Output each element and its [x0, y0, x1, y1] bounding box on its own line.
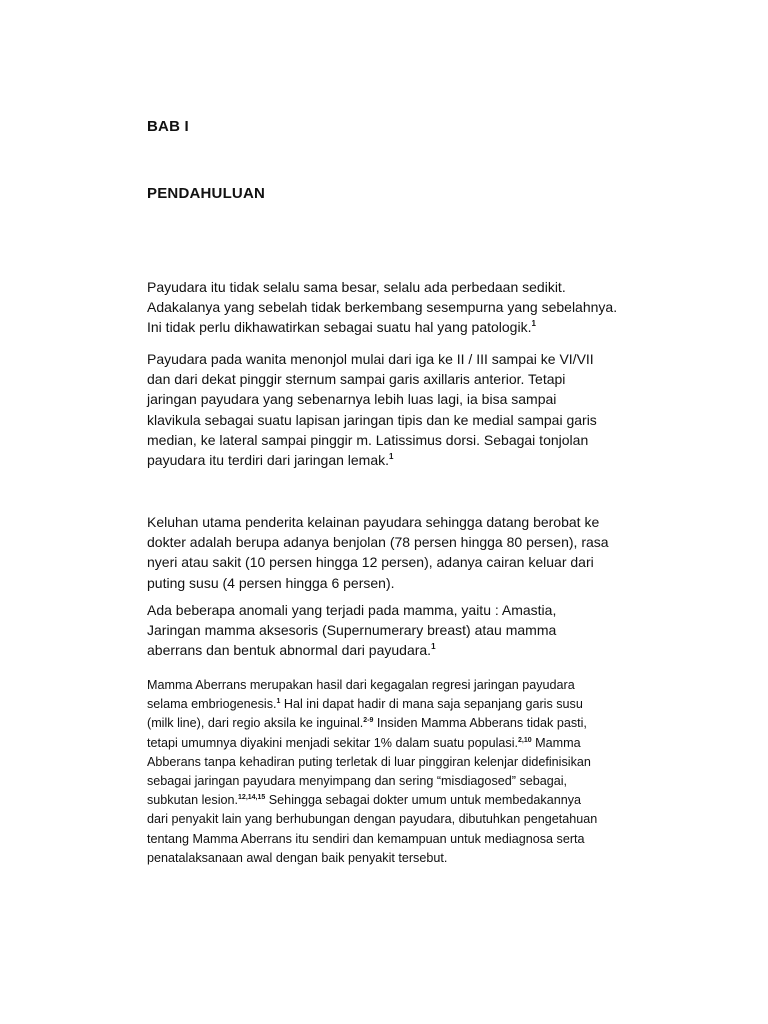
text-segment: payudara itu terdiri dari jaringan lemak. — [147, 452, 390, 469]
text-line — [147, 695, 667, 714]
text-line: Abberans tanpa kehadiran puting terletak di luar pinggiran kelenjar didefinisikan — [147, 754, 591, 769]
text-line: nyeri atau sakit (10 persen hingga 12 persen), adanya cairan keluar dari — [147, 554, 594, 571]
text-line: dari penyakit lain yang berhubungan dengan payudara, dibutuhkan pengetahuan — [147, 812, 598, 827]
paragraph-3 — [147, 512, 687, 593]
footnote-ref: 1 — [431, 642, 436, 652]
text-line: penatalaksanaan awal dengan baik penyakit tersebut. — [147, 850, 448, 865]
text-segment: Mamma — [531, 735, 581, 750]
text-segment: selama embriogenesis. — [147, 697, 277, 712]
text-line: dokter adalah berupa adanya benjolan (78 persen hingga 80 persen), rasa — [147, 534, 609, 551]
footnote-ref: 1 — [276, 698, 281, 706]
text-segment: (milk line), dari regio aksila ke inguinal. — [147, 716, 364, 731]
footnote-ref: 1 — [531, 319, 536, 329]
paragraph-2 — [147, 349, 687, 470]
text-segment: Insiden Mamma Abberans tidak pasti, — [373, 716, 587, 731]
paragraph-1 — [147, 277, 687, 338]
chapter-title: PENDAHULUAN — [147, 185, 266, 202]
text-line: median, ke lateral sampai pinggir m. Latissimus dorsi. Sebagai tonjolan — [147, 431, 589, 448]
text-segment: aberrans dan bentuk abnormal dari payudara. — [147, 642, 432, 659]
chapter-label: BAB I — [147, 118, 189, 135]
text-line: Ada beberapa anomali yang terjadi pada mamma, yaitu : Amastia, — [147, 602, 557, 618]
text-line: klavikula sebagai suatu lapisan jaringan tipis dan ke medial sampai garis — [147, 411, 597, 428]
text-segment: tetapi umumnya diyakini menjadi sekitar 1% dalam suatu populasi. — [147, 735, 519, 750]
text-line: Jaringan mamma aksesoris (Supernumerary breast) atau mamma — [147, 622, 557, 639]
text-segment: Ini tidak perlu dikhawatirkan sebagai suatu hal yang patologik. — [147, 319, 532, 336]
text-line: jaringan payudara yang sebenarnya lebih luas lagi, ia bisa sampai — [147, 391, 557, 408]
text-segment: Hal ini dapat hadir di mana saja sepanjang garis susu — [280, 697, 583, 712]
text-line — [147, 450, 687, 470]
text-line: sebagai jaringan payudara menyimpang dan sering “misdiagosed” sebagai, — [147, 774, 568, 789]
footnote-ref: 1 — [389, 452, 394, 462]
footnote-ref: 12,14,15 — [238, 794, 266, 802]
paragraph-5 — [147, 676, 667, 868]
text-line: Payudara itu tidak selalu sama besar, selalu ada perbedaan sedikit. — [147, 279, 566, 295]
footnote-ref: 2-9 — [363, 717, 374, 725]
text-line: Keluhan utama penderita kelainan payudara sehingga datang berobat ke — [147, 514, 600, 530]
text-segment: Sehingga sebagai dokter umum untuk membedakannya — [265, 793, 582, 808]
text-segment: subkutan lesion. — [147, 793, 239, 808]
text-line: Mamma Aberrans merupakan hasil dari kegagalan regresi jaringan payudara — [147, 678, 575, 692]
text-line — [147, 791, 667, 810]
text-line: tentang Mamma Aberrans itu sendiri dan kemampuan untuk mediagnosa serta — [147, 831, 585, 846]
text-line: dan dari dekat pinggir sternum sampai garis axillaris anterior. Tetapi — [147, 371, 566, 388]
paragraph-4 — [147, 600, 687, 661]
text-line: puting susu (4 persen hingga 6 persen). — [147, 574, 395, 591]
text-line: Payudara pada wanita menonjol mulai dari iga ke II / III sampai ke VI/VII — [147, 351, 594, 367]
text-line: Adakalanya yang sebelah tidak berkembang sesempurna yang sebelahnya. — [147, 299, 618, 316]
text-line — [147, 734, 667, 753]
footnote-ref: 2,10 — [518, 736, 532, 744]
text-line — [147, 317, 687, 337]
text-line — [147, 640, 687, 660]
text-line — [147, 714, 667, 733]
